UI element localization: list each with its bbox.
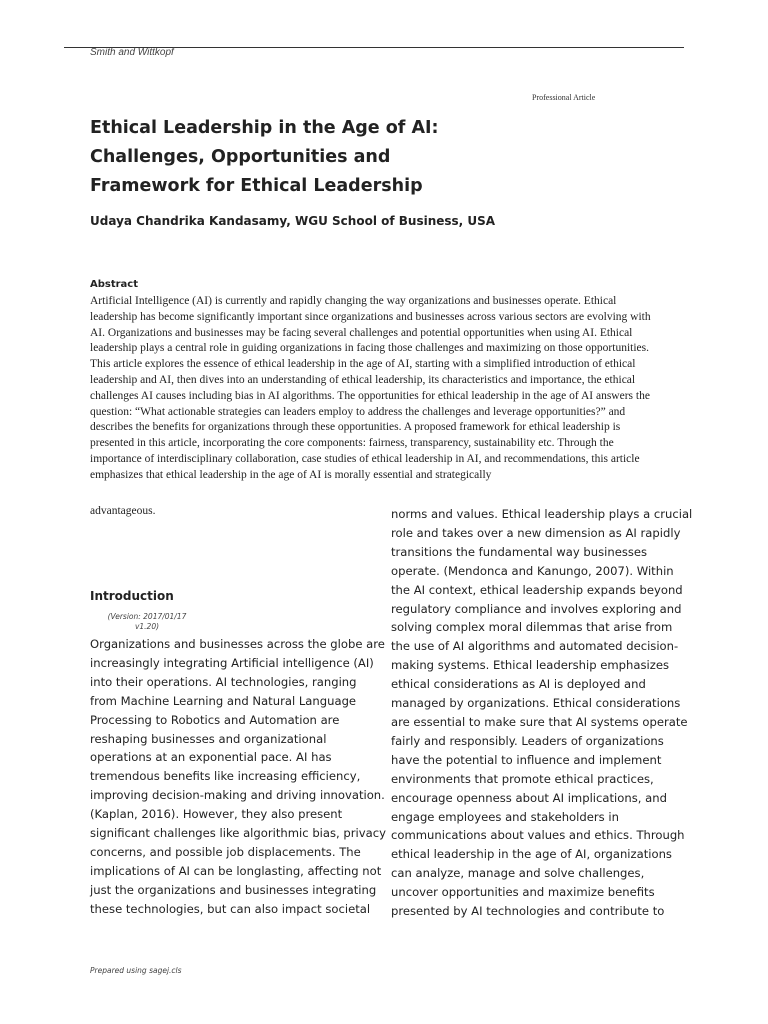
body-line: engage employees and stakeholders in (391, 809, 619, 824)
section-heading-introduction: Introduction (90, 589, 174, 603)
body-line: improving decision-making and driving innovation. (90, 788, 385, 803)
running-head: Smith and Wittkopf (90, 47, 174, 58)
title-line: Ethical Leadership in the Age of AI: (90, 118, 439, 138)
page-footer: Prepared using sagej.cls (90, 966, 182, 975)
body-line: into their operations. AI technologies, ranging (90, 674, 357, 689)
body-line: are essential to make sure that AI systems operate (391, 714, 688, 729)
abstract-line: AI. Organizations and businesses may be facing several challenges and potential opportunities when using AI. Ethical (90, 326, 633, 339)
body-line: tremendous benefits like increasing efficiency, (90, 769, 361, 784)
abstract-line: Artificial Intelligence (AI) is currently and rapidly changing the way organizations and businesses operate. Ethical (90, 295, 617, 307)
body-line: concerns, and possible job displacements. The (90, 844, 361, 859)
version-note (102, 612, 192, 632)
abstract-body (90, 294, 684, 484)
body-line: role and takes over a new dimension as AI rapidly (391, 525, 681, 540)
body-line: environments that promote ethical practices, (391, 771, 654, 786)
body-line: can analyze, manage and solve challenges, (391, 866, 645, 881)
abstract-line: presented in this article, incorporating the core components: fairness, transparency, sustainability etc. Through the (90, 437, 614, 450)
body-line: fairly and responsibly. Leaders of organizations (391, 733, 664, 748)
abstract-line: importance of interdisciplinary collaboration, case studies of ethical leadership in AI, and recommendations, this article (90, 452, 640, 465)
body-line: Organizations and businesses across the globe are (90, 637, 385, 651)
body-line: the AI context, ethical leadership expands beyond (391, 582, 683, 597)
body-line: operations at an exponential pace. AI has (90, 750, 332, 765)
abstract-continuation: advantageous. (90, 505, 156, 517)
body-line: significant challenges like algorithmic bias, privacy (90, 826, 386, 841)
abstract-line: emphasizes that ethical leadership in the age of AI is morally essential and strategically (90, 468, 492, 481)
abstract-line: leadership plays a central role in guiding organizations in facing those challenges and maximizing on those opportunities. (90, 342, 649, 355)
body-line: transitions the fundamental way businesses (391, 544, 648, 559)
body-column-left (90, 635, 385, 919)
body-line: the use of AI algorithms and automated decision- (391, 639, 679, 654)
body-line: just the organizations and businesses integrating (90, 882, 377, 897)
abstract-line: question: “What actionable strategies can leaders employ to address the challenges and leverage opportunities?” and (90, 405, 626, 418)
body-line: have the potential to influence and implement (391, 752, 662, 767)
version-line: v1.20) (134, 622, 160, 631)
body-line: Processing to Robotics and Automation are (90, 712, 340, 727)
version-line: (Version: 2017/01/17 (107, 612, 187, 621)
abstract-line: This article explores the essence of ethical leadership in the age of AI, starting with a simplified introduction of ethical (90, 358, 636, 371)
abstract-heading: Abstract (90, 279, 139, 290)
body-line: norms and values. Ethical leadership plays a crucial (391, 507, 693, 521)
body-line: presented by AI technologies and contribute to (391, 904, 665, 919)
body-line: reshaping businesses and organizational (90, 731, 327, 746)
title-line: Framework for Ethical Leadership (90, 176, 423, 196)
abstract-line: describes the benefits for organizations through these opportunities. A proposed framework for ethical leadership is (90, 421, 621, 434)
body-line: ethical considerations as AI is deployed and (391, 677, 646, 692)
body-line: operate. (Mendonca and Kanungo, 2007). Within (391, 563, 674, 578)
abstract-line: leadership has become significantly important since organizations and businesses across various sectors are evolving with (90, 310, 651, 323)
body-line: managed by organizations. Ethical considerations (391, 696, 681, 711)
body-line: uncover opportunities and maximize benefits (391, 885, 655, 900)
author-affiliation: Udaya Chandrika Kandasamy, WGU School of Business, USA (90, 214, 496, 228)
body-line: communications about values and ethics. Through (391, 828, 685, 843)
body-line: (Kaplan, 2016). However, they also present (90, 807, 343, 822)
body-line: implications of AI can be longlasting, affecting not (90, 863, 382, 878)
body-line: ethical leadership in the age of AI, organizations (391, 847, 672, 862)
title-line: Challenges, Opportunities and (90, 147, 391, 167)
body-line: solving complex moral dilemmas that arise from (391, 620, 673, 635)
body-column-right (391, 505, 693, 921)
body-line: these technologies, but can also impact societal (90, 901, 371, 916)
body-line: increasingly integrating Artificial intelligence (AI) (90, 655, 374, 670)
article-title (90, 114, 520, 201)
body-line: regulatory compliance and involves exploring and (391, 601, 682, 616)
abstract-line: challenges AI causes including bias in AI algorithms. The opportunities for ethical leadership in the age of AI answers the (90, 389, 650, 402)
body-line: encourage openness about AI implications, and (391, 790, 667, 805)
body-line: from Machine Learning and Natural Language (90, 693, 357, 708)
body-line: making systems. Ethical leadership emphasizes (391, 658, 670, 673)
abstract-line: leadership and AI, then dives into an understanding of ethical leadership, its characteristics and importance, the ethical (90, 373, 636, 386)
article-type: Professional Article (532, 93, 596, 102)
